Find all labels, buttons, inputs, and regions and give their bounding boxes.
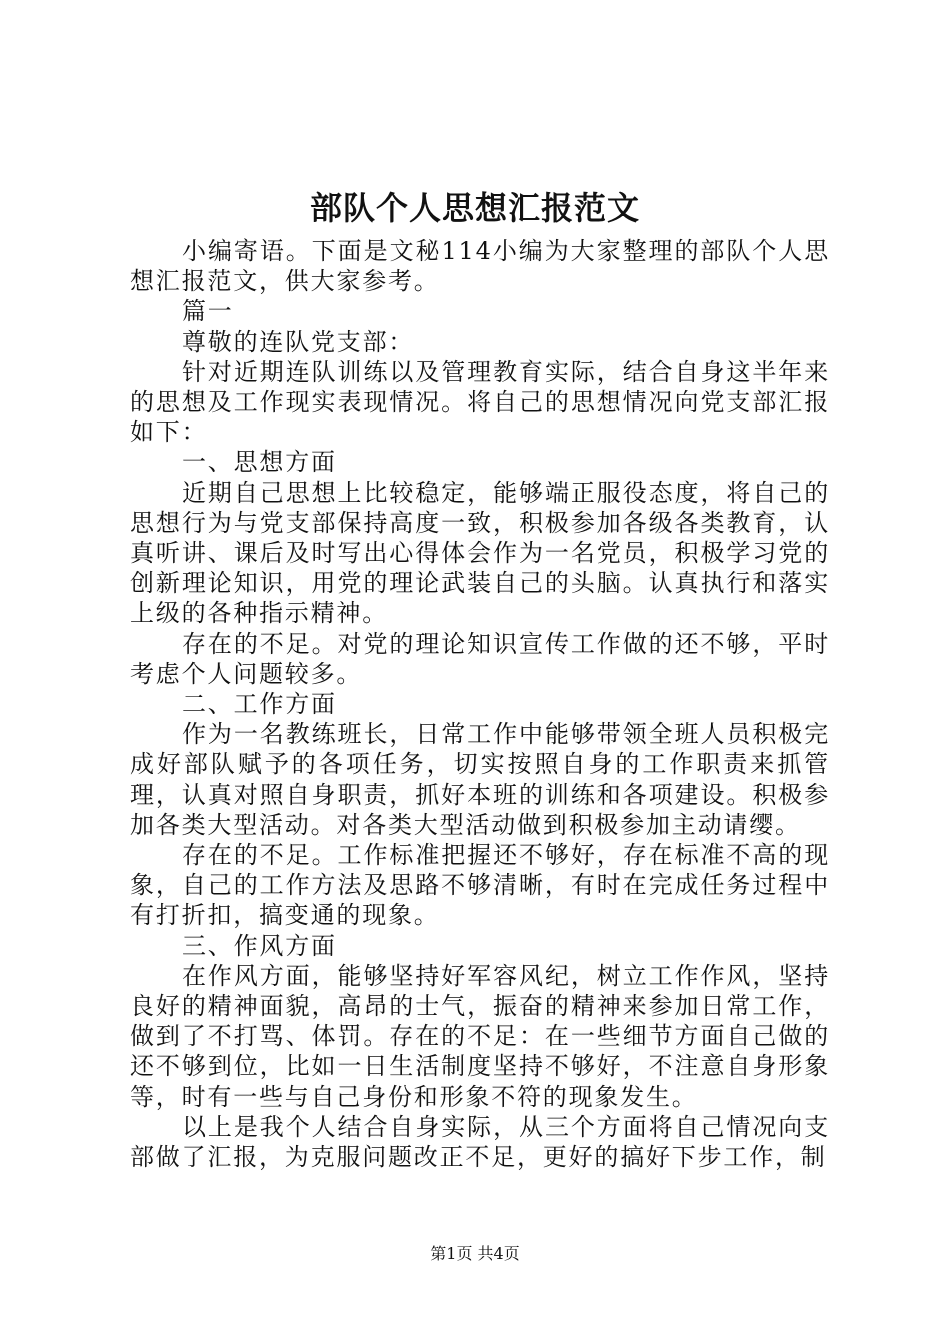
paragraph-thought-shortcomings: 存在的不足。对党的理论知识宣传工作做的还不够，平时考虑个人问题较多。 [130,629,830,688]
paragraph-style: 在作风方面，能够坚持好军容风纪，树立工作作风，坚持良好的精神面貌，高昂的士气，振奋的精神来参加日常工作，做到了不打骂、体罚。存在的不足：在一些细节方面自己做的还不够到位，比如一日生活制度坚持不够好，不注意自身形象等，时有一些与自己身份和形象不符的现象发生。 [130,961,830,1111]
paragraph-intro: 小编寄语。下面是文秘114小编为大家整理的部队个人思想汇报范文，供大家参考。 [130,237,830,296]
heading-work: 二、工作方面 [182,690,337,719]
paragraph-salutation: 尊敬的连队党支部： [182,327,415,356]
heading-thought: 一、思想方面 [182,448,337,477]
document-body [130,236,830,1172]
heading-style: 三、作风方面 [182,931,337,960]
paragraph-work-shortcomings: 存在的不足。工作标准把握还不够好，存在标准不高的现象，自己的工作方法及思路不够清晰，有时在完成任务过程中有打折扣，搞变通的现象。 [130,841,830,930]
paragraph-conclusion: 以上是我个人结合自身实际，从三个方面将自己情况向支部做了汇报，为克服问题改正不足，更好的搞好下步工作，制 [130,1112,830,1172]
paragraph-work: 作为一名教练班长，日常工作中能够带领全班人员积极完成好部队赋予的各项任务，切实按照自身的工作职责来抓管理，认真对照自身职责，抓好本班的训练和各项建设。积极参加各类大型活动。对各类大型活动做到积极参加主动请缨。 [130,720,830,839]
paragraph-thought: 近期自己思想上比较稳定，能够端正服役态度，将自己的思想行为与党支部保持高度一致，积极参加各级各类教育，认真听讲、课后及时写出心得体会作为一名党员，积极学习党的创新理论知识，用党的理论武装自己的头脑。认真执行和落实上级的各种指示精神。 [130,478,830,628]
page-footer: 第1页 共4页 [430,1244,520,1263]
document-title: 部队个人思想汇报范文 [309,189,640,227]
paragraph-section-label: 篇一 [182,297,234,326]
paragraph-opening: 针对近期连队训练以及管理教育实际，结合自身这半年来的思想及工作现实表现情况。将自己的思想情况向党支部汇报如下： [130,357,830,447]
